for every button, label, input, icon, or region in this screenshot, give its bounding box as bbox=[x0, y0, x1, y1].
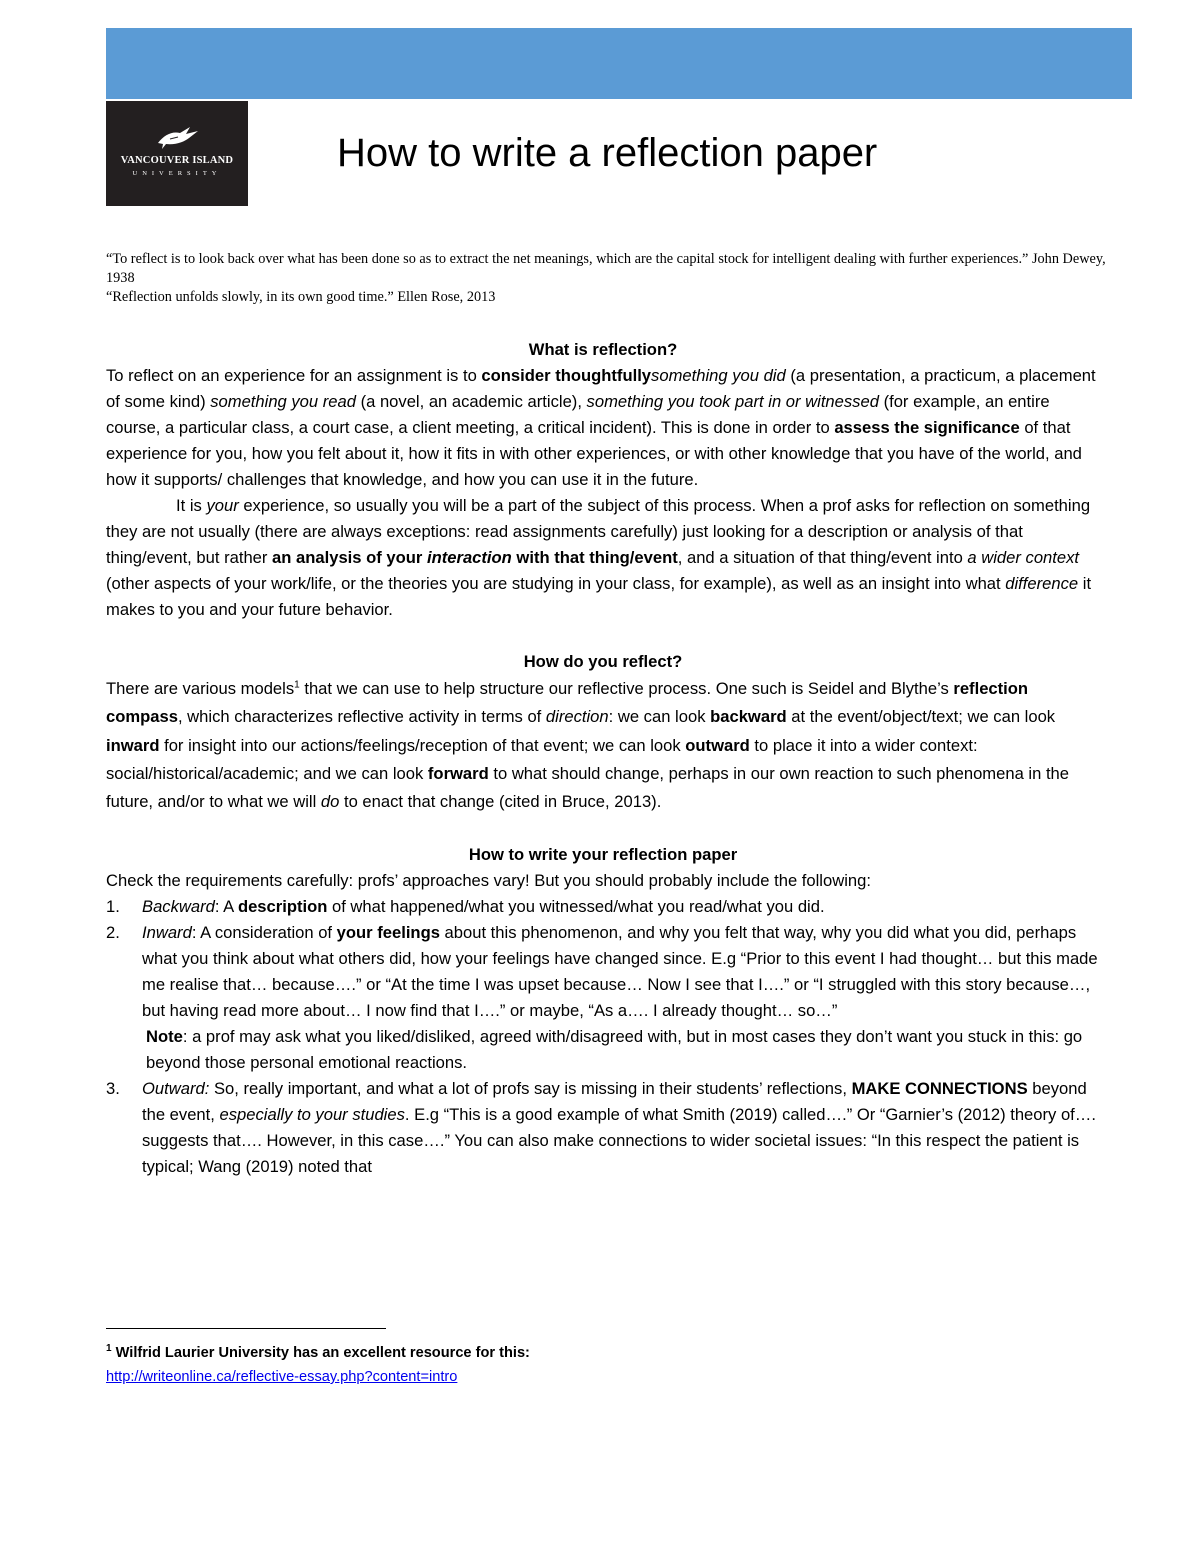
top-banner bbox=[106, 28, 1132, 99]
footnote-separator bbox=[106, 1328, 386, 1329]
logo-text-line2: UNIVERSITY bbox=[132, 170, 222, 177]
heron-icon bbox=[156, 125, 200, 151]
list-item-outward: 3. Outward: So, really important, and what a lot of profs say is missing in their students’ reflections, MAKE CONNECTIONS beyond the event, especially to your studies. E.g “This is a good example of what Smith (2019) called….” Or “Garnier’s (2012) theory of…. suggests that…. However, in this case….” You can also make connections to wider societal issues: “In this respect the patient is typical; Wang (2019) noted that bbox=[106, 1079, 1096, 1177]
footnote bbox=[106, 1341, 530, 1389]
note-block: Note: a prof may ask what you liked/disliked, agreed with/disagreed with, but in most cases they don’t want you stuck in this: go beyond those personal emotional reactions. bbox=[146, 1027, 1083, 1073]
paragraph-reflection-definition: To reflect on an experience for an assignment is to consider thoughtfullysomething you did (a presentation, a practicum, a placement of some kind) something you read (a novel, an academic article), something you took part in or witnessed (for example, an entire course, a particular class, a court case, a client meeting, a critical incident). This is done in order to assess the significance of that experience for you, how you felt about it, how it fits in with other experiences, or with other knowledge that you have of the world, and how it supports/ challenges that knowledge, and how you can use it in the future. bbox=[106, 366, 1096, 489]
university-logo bbox=[106, 101, 248, 206]
heading-how-do-you-reflect: How do you reflect? bbox=[523, 652, 683, 671]
quote-dewey: “To reflect is to look back over what has been done so as to extract the net meanings, which are the capital stock for intelligent dealing with further experiences.” John Dewey, 1938 bbox=[106, 251, 1106, 286]
footnote-text: $^1$ Wilfrid Laurier University has an excellent resource for this: bbox=[106, 1343, 530, 1361]
quote-rose: “Reflection unfolds slowly, in its own good time.” Ellen Rose, 2013 bbox=[106, 289, 496, 305]
paragraph-your-experience: It is your experience, so usually you will be a part of the subject of this process. When a prof asks for reflection on something they are not usually (there are always exceptions: read assignments carefully) just looking for a description or analysis of that thing/event, but rather an analysis of your interaction with that thing/event, and a situation of that thing/event into a wider context (other aspects of your work/life, or the theories you are studying in your class, for example), as well as an insight into what difference it makes to you and your future behavior. bbox=[106, 496, 1092, 619]
page-title: How to write a reflection paper bbox=[337, 131, 878, 175]
footnote-link[interactable]: http://writeonline.ca/reflective-essay.php?content=intro bbox=[106, 1369, 458, 1385]
list-item-inward: 2. Inward: A consideration of your feelings about this phenomenon, and why you felt that way, why you did what you did, perhaps what you think about what others did, how your feelings have changed since. E.g “Prior to this event I had thought… but this made me realise that… because….” or “At the time I was upset because… Now I see that I….” or “I struggled with this story because…, but having read more about… I now find that I….” or maybe, “As a…. I already thought… so…” Note: a prof may ask what you liked/disliked, agreed with/disagreed with, but in most cases they don’t want you stuck in this: go beyond those personal emotional reactions. bbox=[106, 920, 1100, 1076]
logo-text-line1: VANCOUVER ISLAND bbox=[120, 155, 234, 166]
heading-what-is-reflection: What is reflection? bbox=[528, 340, 678, 359]
footnote-ref: 1 bbox=[294, 679, 300, 691]
document-body bbox=[106, 337, 1100, 1180]
heading-how-to-write: How to write your reflection paper bbox=[468, 845, 738, 865]
paragraph-reflection-compass: There are various models$^1$ that we can use to help structure our reflective process. One such is Seidel and Blythe’s reflection compass, which characterizes reflective activity in terms of direction: we can look backward at the event/object/text; we can look inward for insight into our actions/feelings/reception of that event; we can look outward to place it into a wider context: social/historical/academic; and we can look forward to what should change, perhaps in our own reaction to such phenomena in the future, and/or to what we will do to enact that change (cited in Bruce, 2013). bbox=[106, 679, 1070, 812]
epigraph-quotes bbox=[106, 250, 1106, 307]
steps-list bbox=[106, 894, 1100, 1180]
paragraph-requirements-intro: Check the requirements carefully: profs’ approaches vary! But you should probably include the following: bbox=[106, 871, 871, 891]
list-item-backward: 1. Backward: A description of what happened/what you witnessed/what you read/what you did. bbox=[106, 897, 825, 917]
